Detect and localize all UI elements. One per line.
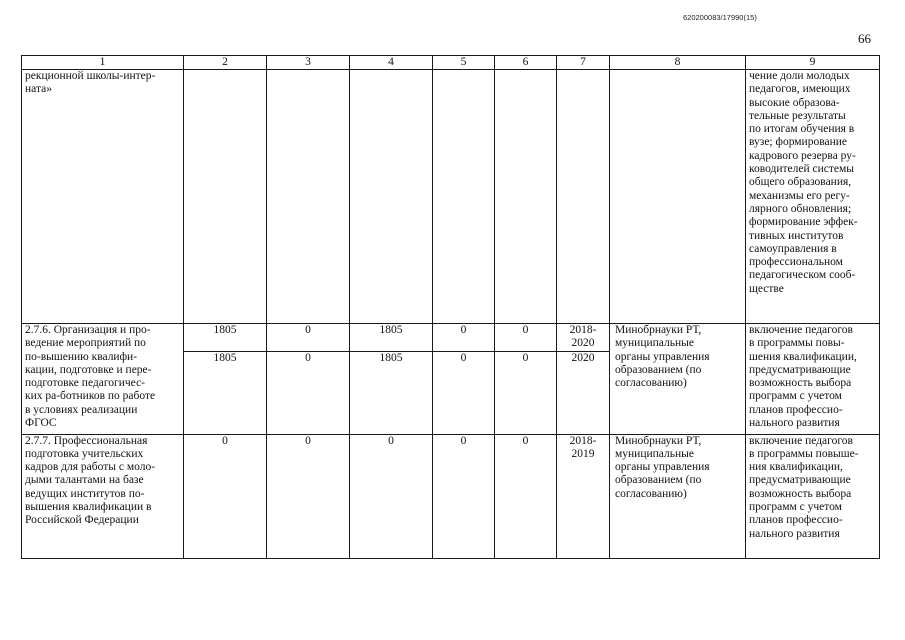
column-header-row (22, 56, 880, 70)
measure-name-cell (22, 324, 184, 435)
column-header: 2 (184, 56, 267, 70)
text-line: по-вышению квалифи- (25, 350, 138, 363)
value-cell: 1805 (350, 351, 433, 434)
text-line: ведущих институтов по- (25, 487, 145, 500)
text-line: общего образования, (749, 176, 852, 189)
text-line: включение педагогов (749, 324, 853, 336)
text-line: планов профессио- (749, 403, 843, 416)
text-line: Российской Федерации (25, 514, 139, 527)
text-line: программ с учетом (749, 390, 842, 403)
column-header: 3 (267, 56, 350, 70)
value-cell: 1805 (184, 324, 267, 352)
value-cell: 0 (433, 324, 495, 352)
text-line: образованием (по (615, 363, 702, 376)
measures-table (21, 55, 880, 559)
text-line: вышения квалификации в (25, 501, 152, 514)
text-line: профессиональном (749, 256, 843, 269)
period-cell (557, 324, 610, 352)
table-cell (350, 70, 433, 324)
column-header: 8 (610, 56, 746, 70)
text-line: кадров для работы с моло- (25, 461, 156, 474)
table-row (22, 324, 880, 352)
column-header: 9 (746, 56, 880, 70)
text-line: вузе; формирование (749, 136, 848, 149)
text-line: механизмы его регу- (749, 189, 850, 202)
text-line: органы управления (615, 350, 710, 363)
text-line: согласованию) (615, 487, 687, 500)
value-cell: 0 (495, 324, 557, 352)
column-header: 4 (350, 56, 433, 70)
text-line: ких ра-ботников по работе (25, 390, 156, 403)
text-line: органы управления (615, 461, 710, 474)
text-line: ководителей системы (749, 163, 855, 176)
table-row (22, 70, 880, 324)
text-line: формирование эффек- (749, 216, 858, 229)
text-line: кации, подготовке и пере- (25, 363, 152, 376)
text-line: педагогов, имеющих (749, 83, 851, 96)
executor-cell (610, 324, 746, 435)
text-line: лярного обновления; (749, 202, 852, 215)
text-line: 2020 (571, 337, 595, 350)
text-line: Минобрнауки РТ, (615, 324, 702, 336)
text-line: тивных институтов (749, 229, 844, 242)
value-cell: 0 (267, 324, 350, 352)
text-line: шения квалификации, (749, 350, 857, 363)
text-line: нального развития (749, 527, 840, 540)
value-cell: 0 (433, 351, 495, 434)
text-line: согласованию) (615, 377, 687, 390)
text-line: по итогам обучения в (749, 123, 855, 136)
text-line: 2019 (571, 447, 595, 460)
text-line: нального развития (749, 417, 840, 430)
page-number: 66 (858, 31, 871, 46)
text-line: планов профессио- (749, 514, 843, 527)
value-cell: 0 (495, 351, 557, 434)
value-cell: 0 (267, 351, 350, 434)
table-cell (433, 70, 495, 324)
measure-name-cell (22, 70, 184, 324)
value-cell: 0 (267, 434, 350, 558)
text-line: рекционной школы-интер- (25, 70, 156, 82)
text-line: ния квалификации, (749, 461, 843, 474)
text-line: муниципальные (615, 337, 694, 350)
value-cell: 0 (184, 434, 267, 558)
text-line: тельные результаты (749, 109, 846, 122)
text-line: подготовка учительских (25, 447, 144, 460)
table-cell (267, 70, 350, 324)
text-line: в программы повыше- (749, 447, 859, 460)
text-line: подготовке педагогичес- (25, 377, 146, 390)
column-header: 6 (495, 56, 557, 70)
text-line: кадрового резерва ру- (749, 149, 856, 162)
result-cell (746, 70, 880, 324)
table-cell (557, 70, 610, 324)
result-cell (746, 434, 880, 558)
text-line: высокие образова- (749, 96, 840, 109)
column-header: 7 (557, 56, 610, 70)
text-line: педагогическом сооб- (749, 269, 856, 282)
text-line: ществе (749, 282, 784, 295)
text-line: включение педагогов (749, 434, 853, 447)
column-header: 5 (433, 56, 495, 70)
text-line: возможность выбора (749, 487, 852, 500)
table-cell (495, 70, 557, 324)
period-cell: 2020 (557, 351, 610, 434)
text-line: Минобрнауки РТ, (615, 434, 702, 447)
text-line: 2018- (569, 434, 597, 447)
text-line: муниципальные (615, 447, 694, 460)
text-line: в условиях реализации (25, 403, 138, 416)
text-line: 2018- (569, 324, 597, 336)
table-cell (610, 70, 746, 324)
table-row (22, 434, 880, 558)
period-cell (557, 434, 610, 558)
text-line: ФГОС (25, 417, 57, 430)
column-header: 1 (22, 56, 184, 70)
text-line: предусматривающие (749, 474, 851, 487)
measure-name-cell (22, 434, 184, 558)
result-cell (746, 324, 880, 435)
value-cell: 1805 (350, 324, 433, 352)
value-cell: 0 (350, 434, 433, 558)
text-line: возможность выбора (749, 377, 852, 390)
document-stamp: 620200083/17990(15) (683, 13, 757, 22)
text-line: образованием (по (615, 474, 702, 487)
text-line: программ с учетом (749, 501, 842, 514)
text-line: самоуправления в (749, 242, 837, 255)
value-cell: 0 (495, 434, 557, 558)
text-line: чение доли молодых (749, 70, 850, 82)
text-line: в программы повы- (749, 337, 845, 350)
text-line: 2.7.7. Профессиональная (25, 434, 148, 447)
text-line: ведение мероприятий по (25, 337, 146, 350)
text-line: 2.7.6. Организация и про- (25, 324, 151, 336)
value-cell: 0 (433, 434, 495, 558)
executor-cell (610, 434, 746, 558)
text-line: дыми талантами на базе (25, 474, 144, 487)
table-cell (184, 70, 267, 324)
text-line: предусматривающие (749, 363, 851, 376)
value-cell: 1805 (184, 351, 267, 434)
text-line: ната» (25, 83, 52, 96)
